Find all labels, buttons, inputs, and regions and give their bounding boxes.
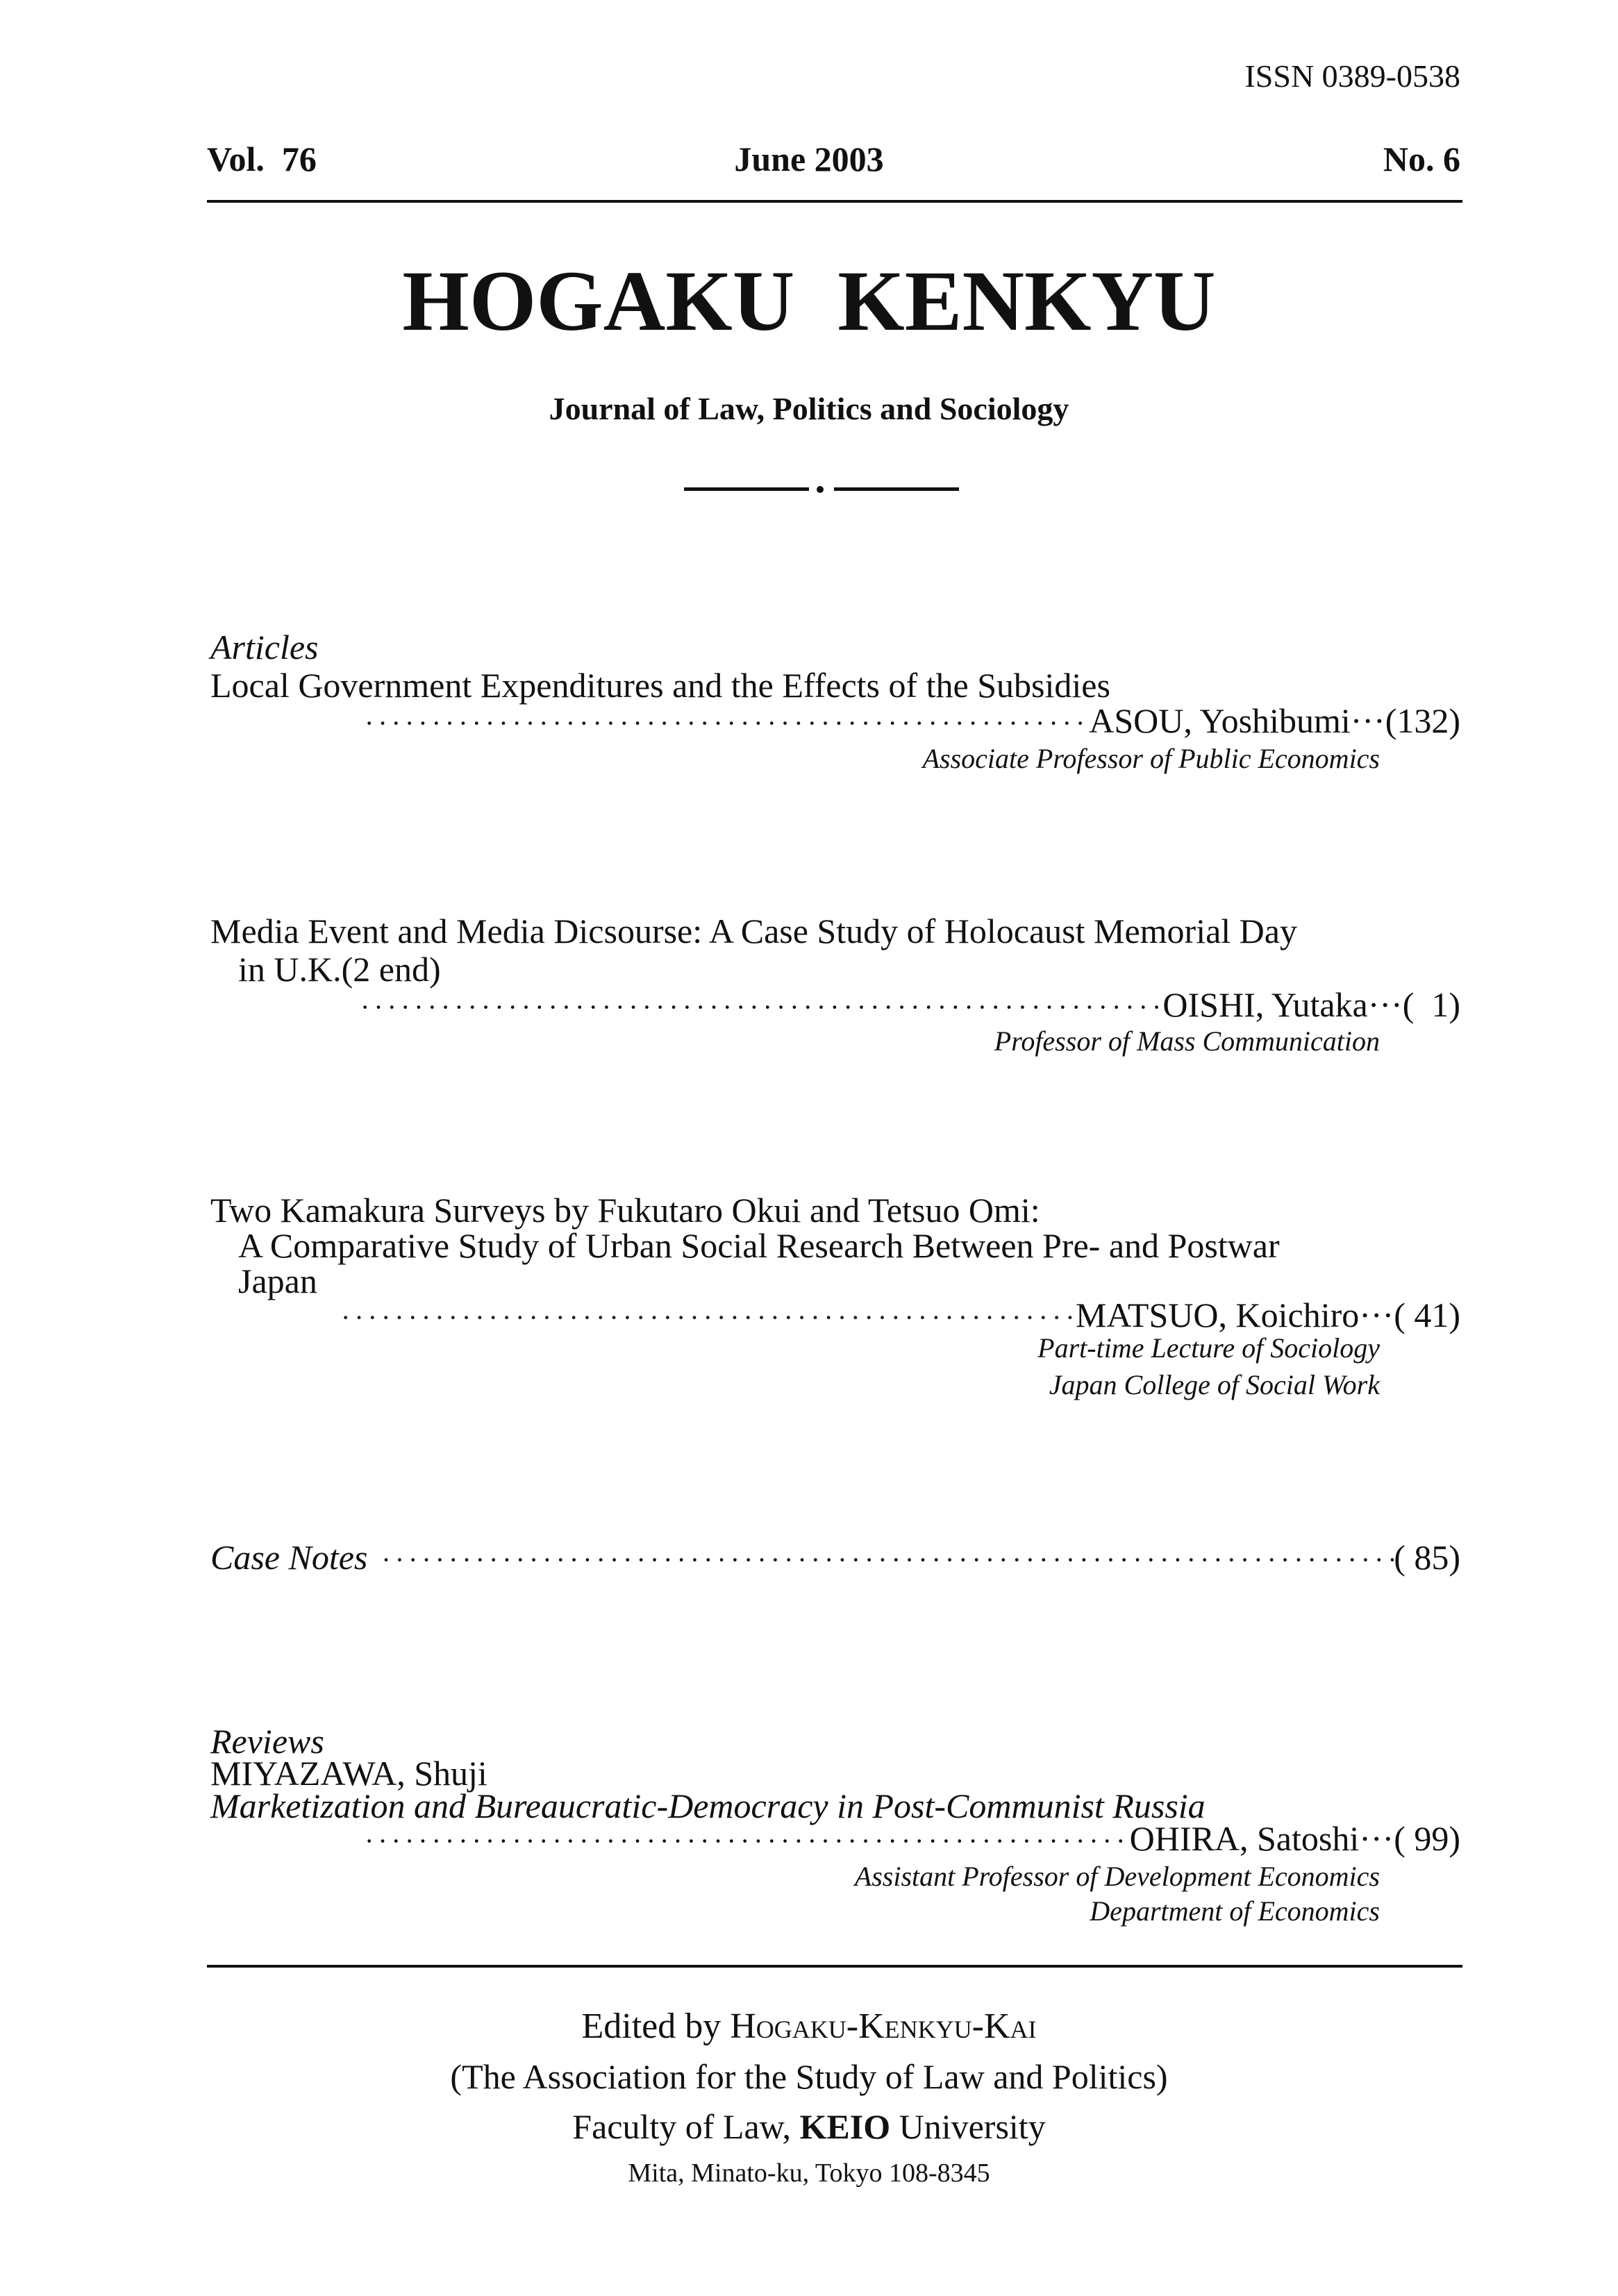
article-page: ( 41) bbox=[1394, 1296, 1460, 1334]
toc-entry: ····· ASOU, Yoshibumi ··· (132) bbox=[365, 700, 1460, 741]
toc-entry: ····· OHIRA, Satoshi ··· ( 99) bbox=[365, 1818, 1460, 1859]
top-rule bbox=[207, 200, 1462, 203]
article-title: Two Kamakura Surveys by Fukutaro Okui and Tetsuo Omi: bbox=[210, 1191, 1040, 1230]
article-title: Media Event and Media Dicsourse: A Case Study of Holocaust Memorial Day bbox=[210, 912, 1297, 950]
toc-entry-case-notes bbox=[210, 1536, 1460, 1578]
author-affiliation: Japan College of Social Work bbox=[1049, 1369, 1380, 1400]
article-author: MATSUO, Koichiro bbox=[1075, 1296, 1360, 1334]
university-name: KEIO bbox=[799, 2107, 891, 2146]
volume: Vol. 76 bbox=[207, 140, 317, 178]
article-title-cont: in U.K.(2 end) bbox=[238, 950, 441, 989]
journal-subtitle: Journal of Law, Politics and Sociology bbox=[549, 391, 1069, 426]
editor-name: Hogaku-Kenkyu-Kai bbox=[730, 2006, 1037, 2046]
edited-by-label: Edited by bbox=[581, 2006, 731, 2046]
article-title: Local Government Expenditures and the Effects of the Subsidies bbox=[210, 666, 1110, 705]
association: (The Association for the Study of Law and Politics) bbox=[450, 2057, 1168, 2096]
article-author: ASOU, Yoshibumi bbox=[1089, 701, 1351, 740]
dot-leader bbox=[381, 1539, 1394, 1581]
reviewed-author: MIYAZAWA, Shuji bbox=[210, 1754, 487, 1793]
bottom-rule bbox=[207, 1965, 1462, 1968]
dot-leader bbox=[341, 1297, 1076, 1339]
university-suffix: University bbox=[890, 2107, 1046, 2146]
article-page: ( 1) bbox=[1402, 985, 1460, 1024]
article-author: OISHI, Yutaka bbox=[1162, 985, 1368, 1024]
toc-entry: ····· OISHI, Yutaka ··· ( 1) bbox=[360, 984, 1460, 1025]
case-notes-page: ( 85) bbox=[1394, 1538, 1460, 1577]
issue-number: No. 6 bbox=[1383, 140, 1460, 178]
article-title-cont: A Comparative Study of Urban Social Research Between Pre- and Postwar bbox=[238, 1226, 1280, 1265]
issue-date: June 2003 bbox=[734, 140, 884, 178]
author-affiliation: Professor of Mass Communication bbox=[994, 1025, 1380, 1057]
book-title: Marketization and Bureaucratic-Democracy in Post-Communist Russia bbox=[210, 1786, 1206, 1825]
faculty-label: Faculty of Law, bbox=[572, 2107, 800, 2146]
address: Mita, Minato-ku, Tokyo 108-8345 bbox=[628, 2159, 990, 2188]
review-author: OHIRA, Satoshi bbox=[1129, 1819, 1360, 1858]
toc-entry: ····· MATSUO, Koichiro ··· ( 41) bbox=[341, 1294, 1460, 1336]
section-label-reviews: Reviews bbox=[210, 1722, 324, 1761]
review-page: ( 99) bbox=[1394, 1819, 1460, 1858]
edited-by bbox=[0, 2006, 1618, 2047]
article-title-cont: Japan bbox=[238, 1262, 317, 1300]
section-label-case-notes: Case Notes bbox=[210, 1538, 368, 1577]
author-affiliation: Part-time Lecture of Sociology bbox=[1037, 1332, 1380, 1364]
ornament-divider bbox=[684, 487, 959, 492]
author-affiliation: Associate Professor of Public Economics bbox=[922, 743, 1380, 774]
issn: ISSN 0389-0538 bbox=[1244, 58, 1460, 94]
author-affiliation: Department of Economics bbox=[1090, 1895, 1380, 1927]
author-affiliation: Assistant Professor of Development Economics bbox=[854, 1861, 1380, 1892]
journal-title: HOGAKU KENKYU bbox=[402, 253, 1216, 349]
article-page: (132) bbox=[1385, 701, 1460, 740]
section-label-articles: Articles bbox=[210, 628, 319, 667]
faculty bbox=[0, 2106, 1618, 2147]
